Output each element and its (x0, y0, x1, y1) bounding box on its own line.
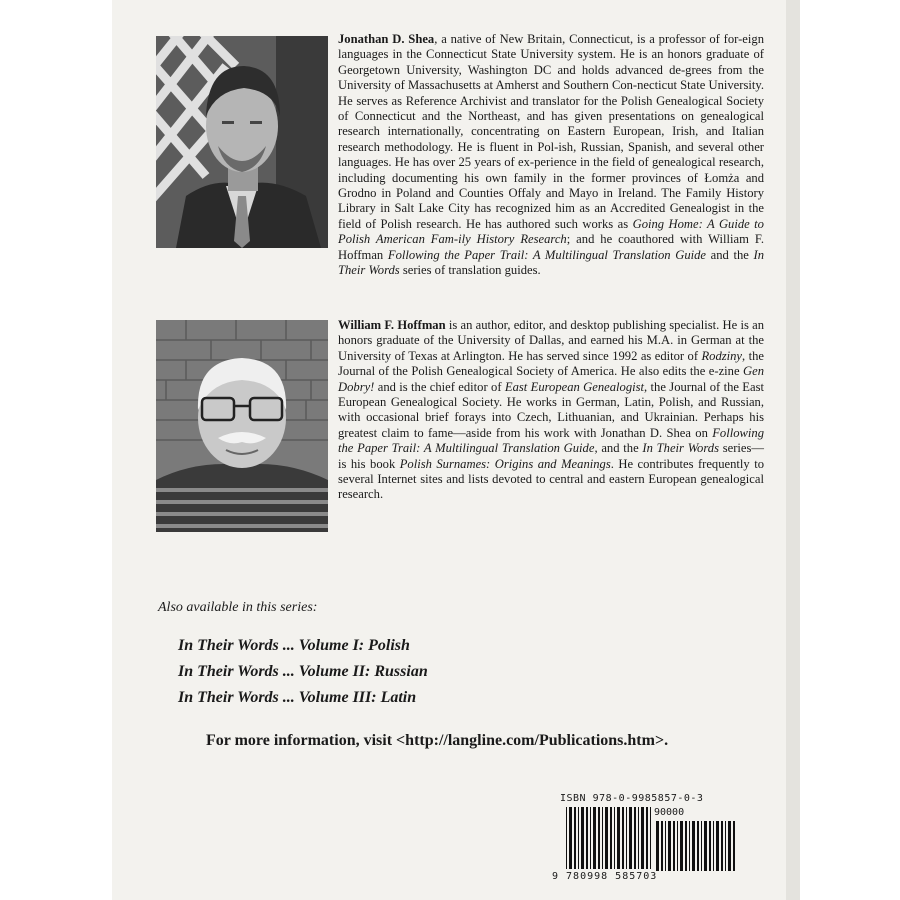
bio-text-segment: In Their Words (338, 247, 764, 278)
also-available-heading: Also available in this series: (158, 600, 318, 615)
isbn-barcode (552, 793, 746, 883)
barcode-bar (646, 807, 648, 869)
barcode-bar (713, 821, 714, 871)
bio-text-segment: ; and he coauthored with William F. Hoffman (338, 232, 764, 262)
barcode-bar (677, 821, 678, 871)
barcode-bar (716, 821, 719, 871)
barcode-bar (566, 807, 567, 869)
bio-text-segment: Polish Surnames: Origins and Meanings (399, 456, 611, 471)
barcode-bar (709, 821, 711, 871)
barcode-addon-label: 90000 (654, 807, 685, 818)
barcode-bar (728, 821, 731, 871)
barcode-bars (566, 807, 652, 873)
bio-text-segment: East European Genealogist (504, 379, 645, 394)
barcode-bar (668, 821, 671, 871)
barcode-bar (590, 807, 591, 869)
barcode-bar (586, 807, 588, 869)
barcode-addon-bars (656, 821, 736, 873)
barcode-bar (602, 807, 603, 869)
barcode-bar (617, 807, 620, 869)
barcode-bar (610, 807, 612, 869)
barcode-bar (578, 807, 579, 869)
barcode-bar (680, 821, 683, 871)
series-list (178, 633, 428, 711)
bio-text-segment: William F. Hoffman (338, 318, 446, 332)
bio-text-segment: series—is his book (338, 441, 764, 471)
series-item: In Their Words ... Volume II: Russian (178, 663, 428, 680)
barcode-bar (629, 807, 632, 869)
bio-text-segment: , the Journal of the East European Genealogical Society. He works in German, Latin, Polish, and Russian, with occasional brief forays into Czech, Lithuanian, and Ukrainian. Perhaps his greatest claim to fame—aside from his work with Jonathan D. Shea on (338, 379, 764, 440)
barcode-bar (673, 821, 675, 871)
barcode-bar (593, 807, 596, 869)
barcode-bar (692, 821, 695, 871)
bio-text-segment: . He contributes frequently to several Internet sites and lists devoted to central and eastern European genealogical research. (338, 456, 764, 502)
bio-text-segment: and is the chief editor of (374, 379, 505, 394)
author-photo-hoffman (156, 320, 328, 532)
barcode-bar (574, 807, 576, 869)
bio-text-segment: Going Home: A Guide to Polish American Fam-ily History Research (338, 216, 764, 247)
barcode-bar (622, 807, 624, 869)
barcode-bar (641, 807, 644, 869)
more-info-text: For more information, visit <http://langline.com/Publications.htm>. (206, 732, 669, 749)
bio-text-segment: Following the Paper Trail: A Multilingual Translation Guide (387, 247, 707, 262)
barcode-bar (605, 807, 608, 869)
barcode-bar (704, 821, 707, 871)
barcode-bar (650, 807, 651, 869)
barcode-bar (656, 821, 659, 871)
barcode-bar (581, 807, 584, 869)
series-item: In Their Words ... Volume I: Polish (178, 637, 410, 654)
barcode-bar (697, 821, 699, 871)
page-edge (786, 0, 800, 900)
barcode-bar (569, 807, 572, 869)
barcode-bar (689, 821, 690, 871)
author-photo-shea (156, 36, 328, 248)
barcode-bar (685, 821, 687, 871)
barcode-bar (661, 821, 663, 871)
bio-text-segment: Jonathan D. Shea (338, 32, 435, 46)
bio-text-segment: Rodziny (701, 348, 743, 363)
series-item: In Their Words ... Volume III: Latin (178, 689, 417, 706)
barcode-bar (665, 821, 666, 871)
barcode-bar (721, 821, 723, 871)
barcode-bar (733, 821, 735, 871)
barcode-bar (626, 807, 627, 869)
barcode-bar (634, 807, 636, 869)
bio-text-segment: Gen Dobry! (338, 364, 764, 394)
bio-text-segment: is an author, editor, and desktop publishing specialist. He is an honors graduate of the University of Dallas, and earned his M.A. in German at the University of Texas at Arlington. He has served since 1992 as editor of (338, 318, 764, 363)
bio-text-segment: , the Journal of the Polish Genealogical Society of America. He also edits the e-zine (338, 348, 764, 379)
bio-text-segment: Following the Paper Trail: A Multilingual Translation Guide, (338, 425, 764, 456)
barcode-bar (598, 807, 600, 869)
barcode-digits: 9 780998 585703 (552, 871, 658, 882)
bio-text-segment: series of translation guides. (399, 263, 541, 278)
barcode-bar (725, 821, 726, 871)
author-bio-shea (338, 32, 764, 279)
author-bio-hoffman (338, 318, 764, 503)
barcode-bar (638, 807, 639, 869)
bio-text-segment: and the (597, 441, 643, 456)
bio-text-segment: , a native of New Britain, Connecticut, is a professor of for-eign languages in the Connecticut State University system. He is an honors graduate of Georgetown University, Washington DC and holds advanced de-grees from the University of Massachusetts at Amherst and Southern Con-necticut State University. He serves as Reference Archivist and translator for the Polish Genealogical Society of Connecticut and the Northeast, and has given presentations on genealogical research internationally, concentrating on Eastern European, Irish, and Italian research methodology. He is fluent in Pol-ish, Russian, Spanish, and several other languages. He has over 25 years of ex-perience in the field of genealogical research, including documenting his own family in the former provinces of Łomża and Grodno in Poland and Counties Offaly and Mayo in Ireland. The Family History Library in Salt Lake City has recognized him as an Accredited Genealogist in the field of Polish research. He has authored such works as (338, 32, 764, 231)
bio-text-segment: In Their Words (642, 441, 719, 456)
barcode-bar (701, 821, 702, 871)
isbn-label: ISBN 978-0-9985857-0-3 (560, 793, 704, 804)
barcode-bar (614, 807, 615, 869)
bio-text-segment: and the (706, 247, 754, 262)
